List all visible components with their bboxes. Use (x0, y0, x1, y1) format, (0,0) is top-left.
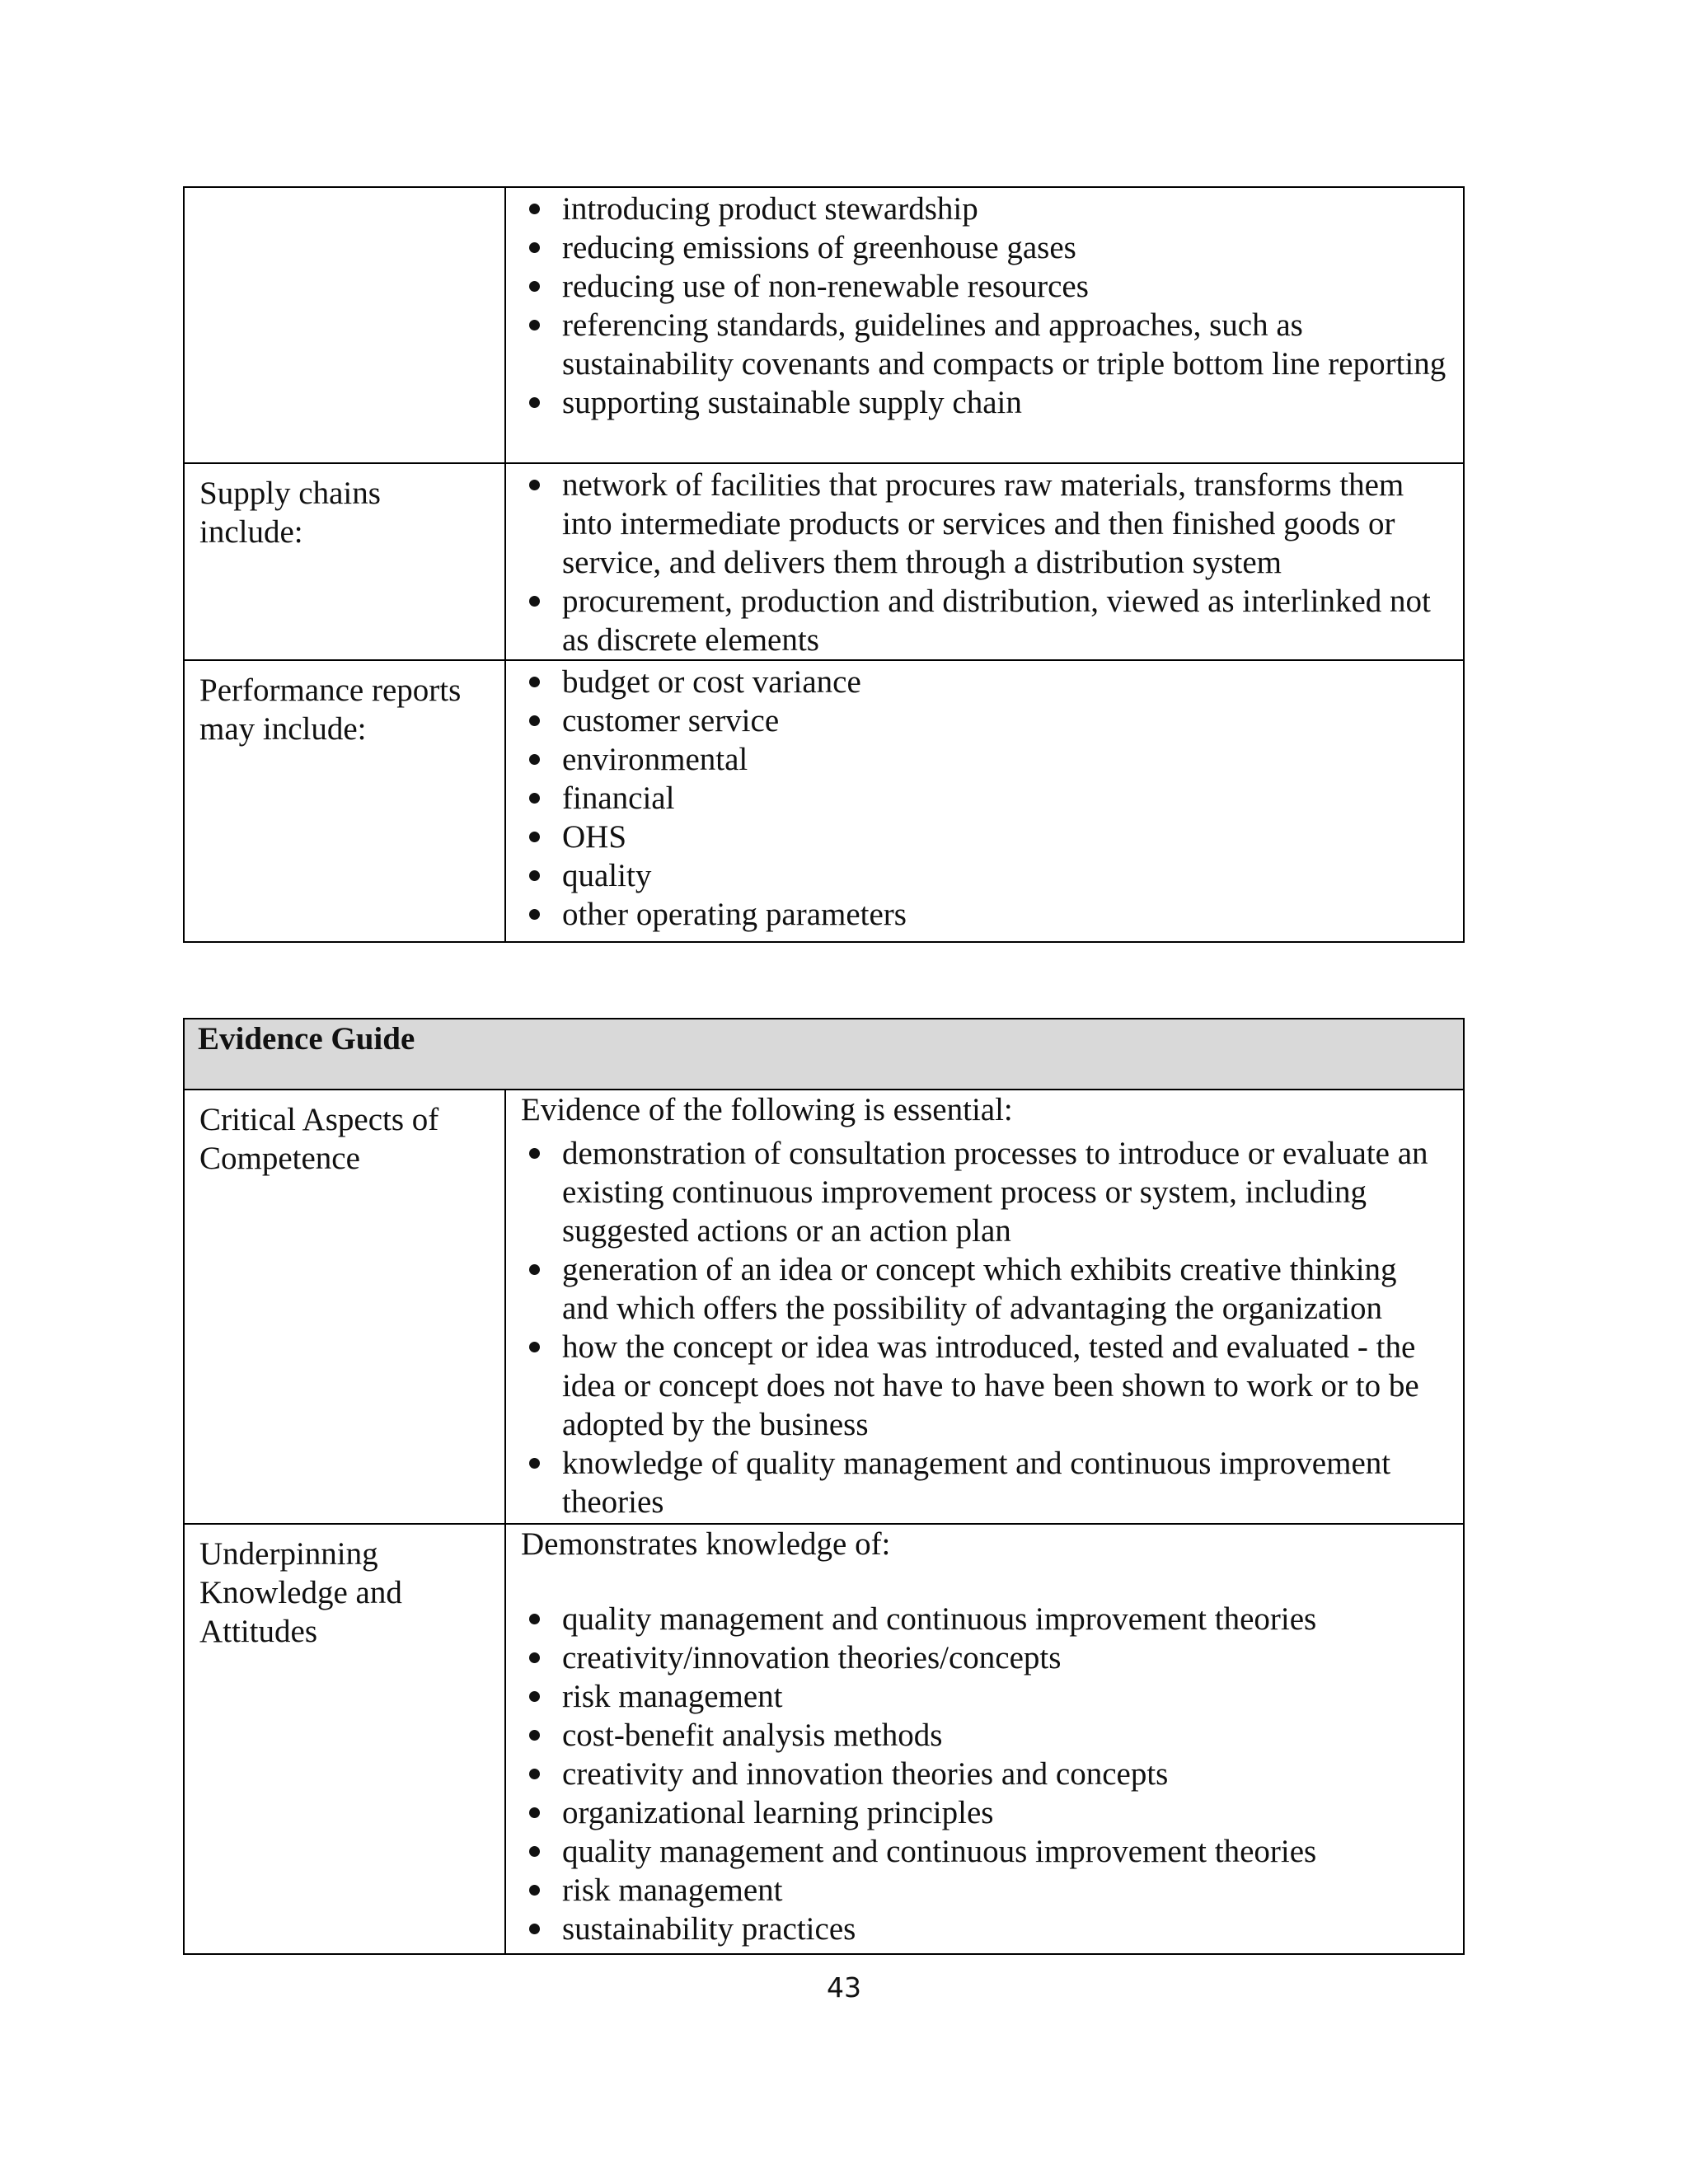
bullet-icon (529, 1264, 540, 1275)
bullet-icon (529, 281, 540, 292)
list-item: introducing product stewardship (506, 190, 1447, 228)
bullet-icon (529, 1924, 540, 1934)
range-statement-table (183, 186, 1465, 943)
list-item: referencing standards, guidelines and approaches, such as sustainability covenants and compacts or triple bottom line reporting (506, 306, 1447, 383)
row-label (184, 187, 505, 463)
bullet-icon (529, 870, 540, 881)
bullet-icon (529, 1614, 540, 1624)
underpinning-intro: Demonstrates knowledge of: (521, 1526, 891, 1562)
list-item: procurement, production and distribution, viewed as interlinked not as discrete elements (506, 582, 1447, 659)
bullet-list (506, 663, 1463, 934)
list-item: demonstration of consultation processes to introduce or evaluate an existing continuous improvement process or system, including suggested actions or an action plan (506, 1134, 1447, 1250)
bullet-list (506, 1600, 1463, 1948)
list-item: how the concept or idea was introduced, tested and evaluated - the idea or concept does not have to have been shown to work or to be adopted by the business (506, 1328, 1447, 1444)
bullet-icon (529, 793, 540, 804)
table-row (184, 1090, 1464, 1524)
bullet-icon (529, 1769, 540, 1779)
bullet-icon (529, 1458, 540, 1469)
list-item: cost-benefit analysis methods (506, 1716, 1447, 1755)
list-item: customer service (506, 701, 1447, 740)
table-row (184, 660, 1464, 942)
list-item: environmental (506, 740, 1447, 779)
bullet-icon (529, 204, 540, 214)
bullet-icon (529, 1807, 540, 1818)
bullet-list (506, 190, 1463, 422)
list-item: supporting sustainable supply chain (506, 383, 1447, 422)
bullet-icon (529, 1691, 540, 1702)
bullet-icon (529, 1885, 540, 1896)
list-item: OHS (506, 818, 1447, 856)
row-label-underpinning: Underpinning Knowledge and Attitudes (184, 1524, 505, 1954)
row-label-supply-chains: Supply chains include: (184, 463, 505, 660)
list-item: reducing emissions of greenhouse gases (506, 228, 1447, 267)
list-item: reducing use of non-renewable resources (506, 267, 1447, 306)
bullet-icon (529, 677, 540, 687)
list-item: financial (506, 779, 1447, 818)
list-item: creativity/innovation theories/concepts (506, 1638, 1447, 1677)
bullet-icon (529, 1148, 540, 1159)
bullet-icon (529, 1342, 540, 1352)
list-item: creativity and innovation theories and concepts (506, 1755, 1447, 1793)
list-item: risk management (506, 1871, 1447, 1910)
list-item: generation of an idea or concept which exhibits creative thinking and which offers the possibility of advantaging the organization (506, 1250, 1447, 1328)
bullet-icon (529, 596, 540, 607)
table-row (184, 187, 1464, 463)
table-row (184, 1524, 1464, 1954)
list-item: budget or cost variance (506, 663, 1447, 701)
list-item: network of facilities that procures raw materials, transforms them into intermediate products or services and then finished goods or service, and delivers them through a distribution system (506, 466, 1447, 582)
list-item: quality (506, 856, 1447, 895)
bullet-list (506, 1134, 1463, 1521)
table-row (184, 463, 1464, 660)
page-number: 43 (827, 1971, 861, 2004)
bullet-list (506, 466, 1463, 659)
table-header-row (184, 1019, 1464, 1090)
bullet-icon (529, 754, 540, 765)
bullet-icon (529, 715, 540, 726)
bullet-icon (529, 1846, 540, 1857)
evidence-guide-title: Evidence Guide (184, 1019, 1464, 1090)
list-item: sustainability practices (506, 1910, 1447, 1948)
critical-aspects-intro: Evidence of the following is essential: (521, 1092, 1013, 1127)
list-item: knowledge of quality management and continuous improvement theories (506, 1444, 1447, 1521)
bullet-icon (529, 397, 540, 408)
bullet-icon (529, 1652, 540, 1663)
bullet-icon (529, 242, 540, 253)
bullet-icon (529, 1730, 540, 1741)
row-label-performance-reports: Performance reports may include: (184, 660, 505, 942)
list-item: risk management (506, 1677, 1447, 1716)
bullet-icon (529, 832, 540, 842)
row-label-critical-aspects: Critical Aspects of Competence (184, 1090, 505, 1524)
bullet-icon (529, 480, 540, 490)
list-item: other operating parameters (506, 895, 1447, 934)
bullet-icon (529, 909, 540, 920)
evidence-guide-table (183, 1018, 1465, 1955)
list-item: quality management and continuous improvement theories (506, 1832, 1447, 1871)
list-item: quality management and continuous improvement theories (506, 1600, 1447, 1638)
list-item: organizational learning principles (506, 1793, 1447, 1832)
bullet-icon (529, 320, 540, 330)
